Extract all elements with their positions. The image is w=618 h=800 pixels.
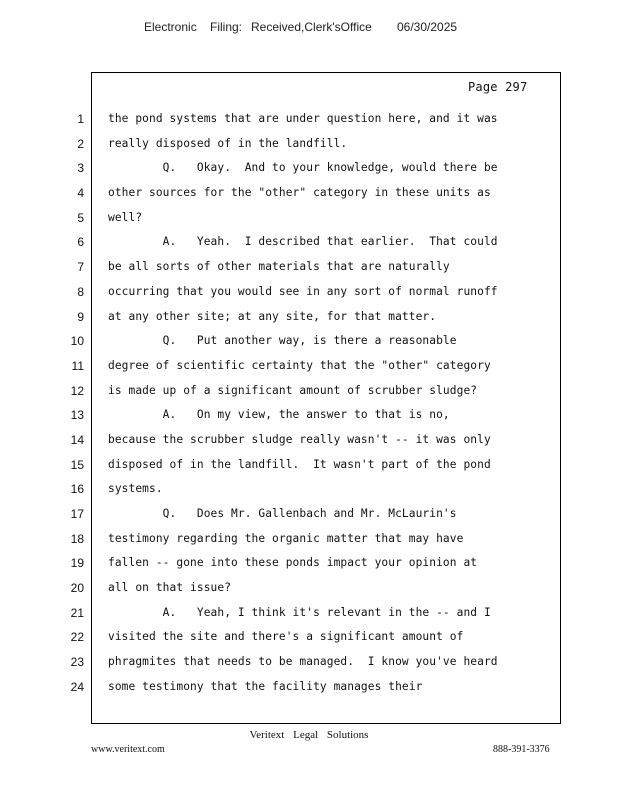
line-number: 17 [70,507,84,521]
line-number: 16 [70,482,84,497]
line-number: 20 [70,581,84,596]
transcript-line: Q. Does Mr. Gallenbach and Mr. McLaurin's [108,507,457,520]
filing-date: 06/30/2025 [397,20,458,34]
transcript-line: because the scrubber sludge really wasn't -- it was only [108,432,491,446]
filing-header [0,20,618,38]
transcript-line: A. Yeah. I described that earlier. That could [108,235,498,249]
footer-website: www.veritext.com [91,744,165,755]
line-number: 10 [70,334,84,349]
transcript-line: A. Yeah, I think it's relevant in the -- and I [108,605,491,619]
line-number: 19 [70,556,84,571]
line-number: 23 [70,655,84,670]
line-number: 14 [70,432,84,447]
transcript-line: all on that issue? [108,581,232,595]
transcript-line: be all sorts of other materials that are naturally [108,260,450,274]
transcript-text [108,110,548,703]
transcript-line: testimony regarding the organic matter that may have [108,531,464,545]
line-number: 24 [70,679,84,694]
line-number: 21 [70,605,84,620]
transcript-line: fallen -- gone into these ponds impact your opinion at [108,556,478,570]
footer-company: Veritext Legal Solutions [249,729,369,741]
line-number: 1 [77,112,84,126]
line-number: 6 [77,235,84,250]
filing-label: Filing: [210,20,243,34]
line-number-column [66,110,84,703]
transcript-line: the pond systems that are under question here, and it was [108,112,498,125]
transcript-line: disposed of in the landfill. It wasn't part of the pond [108,457,491,471]
transcript-line: degree of scientific certainty that the "other" category [108,358,491,372]
line-number: 13 [70,408,84,423]
line-number: 18 [70,531,84,546]
transcript-line: systems. [108,482,163,496]
line-number: 22 [70,630,84,645]
line-number: 12 [70,383,84,398]
line-number: 3 [77,161,84,176]
transcript-line: at any other site; at any site, for that matter. [108,309,437,323]
filing-electronic: Electronic [144,20,197,34]
transcript-line: Q. Put another way, is there a reasonable [108,334,457,348]
line-number: 5 [77,210,84,225]
filing-received: Received,Clerk'sOffice [251,20,372,34]
footer-phone: 888-391-3376 [493,744,550,755]
line-number: 7 [77,260,84,275]
line-number: 4 [77,186,84,201]
transcript-line: phragmites that needs to be managed. I know you've heard [108,655,498,669]
line-number: 15 [70,457,84,472]
transcript-line: is made up of a significant amount of scrubber sludge? [108,383,478,397]
transcript-line: other sources for the "other" category in these units as [108,186,491,200]
line-number: 11 [71,358,84,373]
transcript-line: some testimony that the facility manages their [108,679,423,693]
line-number: 9 [77,309,84,324]
transcript-line: A. On my view, the answer to that is no, [108,408,450,422]
line-number: 2 [77,136,84,151]
transcript-line: well? [108,210,143,224]
transcript-line: visited the site and there's a significant amount of [108,630,464,644]
page-number: Page 297 [468,80,528,94]
transcript-line: occurring that you would see in any sort of normal runoff [108,284,498,298]
line-number: 8 [77,284,84,299]
transcript-line: Q. Okay. And to your knowledge, would there be [108,161,498,175]
transcript-line: really disposed of in the landfill. [108,136,348,150]
